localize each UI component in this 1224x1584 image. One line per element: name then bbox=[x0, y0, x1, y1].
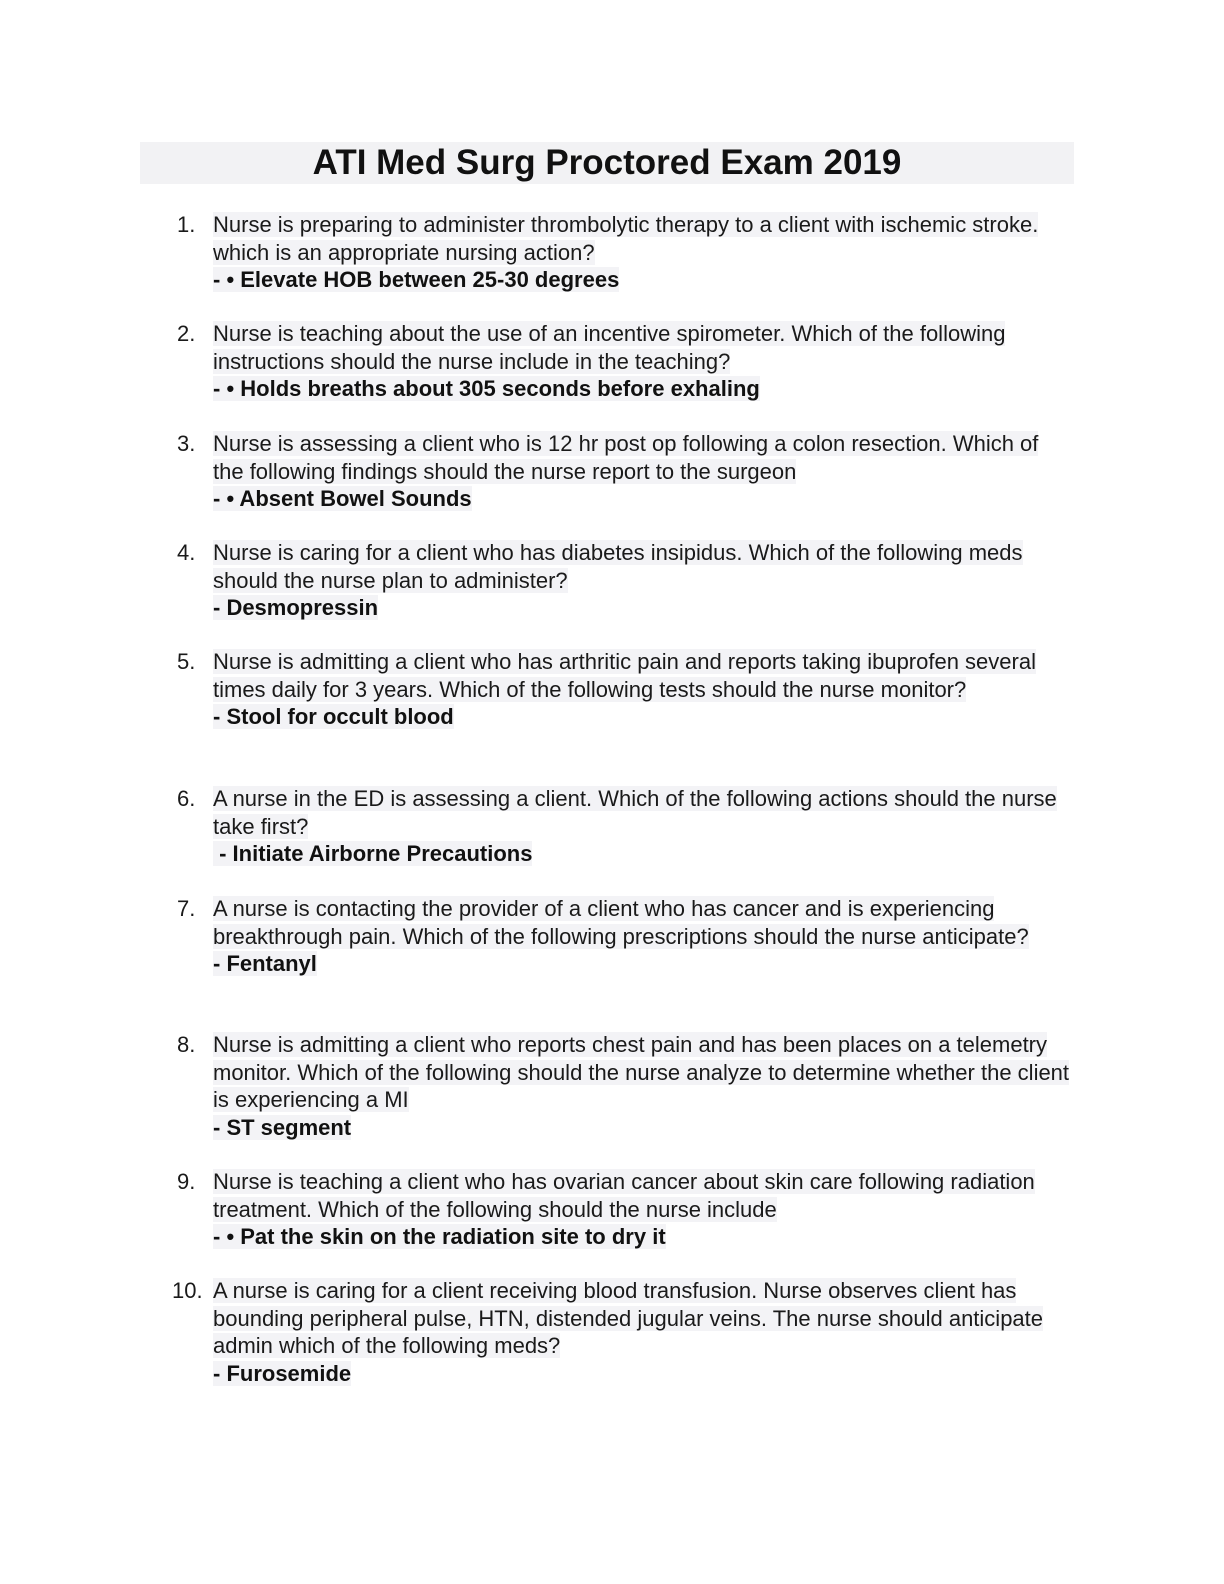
question-number: 1. bbox=[177, 212, 196, 237]
answer-text-content: - Desmopressin bbox=[213, 595, 379, 620]
question-text bbox=[213, 320, 1073, 375]
question-text-content: Nurse is assessing a client who is 12 hr post op following a colon resection. Which of the following findings should the nurse report to the surgeon bbox=[213, 431, 1039, 484]
question-text bbox=[213, 211, 1073, 266]
answer-text-content: - • Pat the skin on the radiation site to dry it bbox=[213, 1224, 666, 1249]
question-body bbox=[213, 539, 1073, 622]
answer-text-content: - Stool for occult blood bbox=[213, 704, 454, 729]
question-number: 8. bbox=[177, 1032, 196, 1057]
question-text bbox=[213, 430, 1073, 485]
question-text-content: A nurse is caring for a client receiving blood transfusion. Nurse observes client has bounding peripheral pulse, HTN, distended jugular veins. The nurse should anticipate admin which of the following meds? bbox=[213, 1278, 1044, 1358]
answer-text bbox=[213, 1114, 1073, 1142]
question-number: 9. bbox=[177, 1169, 196, 1194]
question-text-content: Nurse is admitting a client who has arthritic pain and reports taking ibuprofen several times daily for 3 years. Which of the following tests should the nurse monitor? bbox=[213, 649, 1036, 702]
answer-text bbox=[213, 485, 1073, 513]
question-number: 10. bbox=[172, 1278, 203, 1303]
question-text bbox=[213, 895, 1073, 950]
question-number: 7. bbox=[177, 896, 196, 921]
question-body bbox=[213, 1031, 1073, 1141]
question-number: 3. bbox=[177, 431, 196, 456]
question-body bbox=[213, 895, 1073, 978]
page-title: ATI Med Surg Proctored Exam 2019 bbox=[312, 143, 902, 182]
question-text bbox=[213, 785, 1073, 840]
question-body bbox=[213, 785, 1073, 868]
question-text-content: Nurse is teaching a client who has ovarian cancer about skin care following radiation treatment. Which of the following should the nurse include bbox=[213, 1169, 1035, 1222]
answer-text-content: - ST segment bbox=[213, 1114, 352, 1140]
question-number: 5. bbox=[177, 649, 196, 674]
answer-text bbox=[213, 266, 1073, 294]
answer-text bbox=[213, 594, 1073, 622]
answer-text-content: - • Holds breaths about 305 seconds before exhaling bbox=[213, 376, 760, 401]
answer-text bbox=[213, 1223, 1073, 1251]
answer-text-content: - Furosemide bbox=[213, 1360, 352, 1386]
question-text bbox=[213, 1168, 1073, 1223]
question-text-content: Nurse is teaching about the use of an incentive spirometer. Which of the following instructions should the nurse include in the teaching? bbox=[213, 321, 1006, 374]
question-body bbox=[213, 648, 1073, 731]
question-text-content: Nurse is preparing to administer thrombolytic therapy to a client with ischemic stroke. which is an appropriate nursing action? bbox=[213, 212, 1039, 265]
answer-text bbox=[213, 703, 1073, 731]
answer-text-content: - • Absent Bowel Sounds bbox=[213, 486, 472, 511]
answer-text-content: - Fentanyl bbox=[213, 951, 317, 976]
question-body bbox=[213, 320, 1073, 403]
question-text-content: Nurse is caring for a client who has diabetes insipidus. Which of the following meds should the nurse plan to administer? bbox=[213, 540, 1023, 593]
answer-text bbox=[213, 375, 1073, 403]
answer-text-content: - Initiate Airborne Precautions bbox=[213, 841, 533, 866]
question-body bbox=[213, 1277, 1073, 1387]
question-body bbox=[213, 211, 1073, 294]
question-body bbox=[213, 430, 1073, 513]
question-text-content: A nurse in the ED is assessing a client. Which of the following actions should the nurse take first? bbox=[213, 786, 1057, 839]
question-body bbox=[213, 1168, 1073, 1251]
question-number: 2. bbox=[177, 321, 196, 346]
answer-text bbox=[213, 950, 1073, 978]
answer-text bbox=[213, 840, 1073, 868]
question-text bbox=[213, 539, 1073, 594]
answer-text bbox=[213, 1360, 1073, 1388]
question-number: 4. bbox=[177, 540, 196, 565]
question-text bbox=[213, 648, 1073, 703]
answer-text-content: - • Elevate HOB between 25-30 degrees bbox=[213, 267, 620, 292]
question-number: 6. bbox=[177, 786, 196, 811]
question-text bbox=[213, 1277, 1073, 1360]
question-text-content: A nurse is contacting the provider of a client who has cancer and is experiencing breakthrough pain. Which of the following prescriptions should the nurse anticipate? bbox=[213, 896, 1029, 949]
question-text-content: Nurse is admitting a client who reports chest pain and has been places on a telemetry monitor. Which of the following should the nurse analyze to determine whether the client is experiencing a MI bbox=[213, 1032, 1070, 1112]
question-text bbox=[213, 1031, 1073, 1114]
